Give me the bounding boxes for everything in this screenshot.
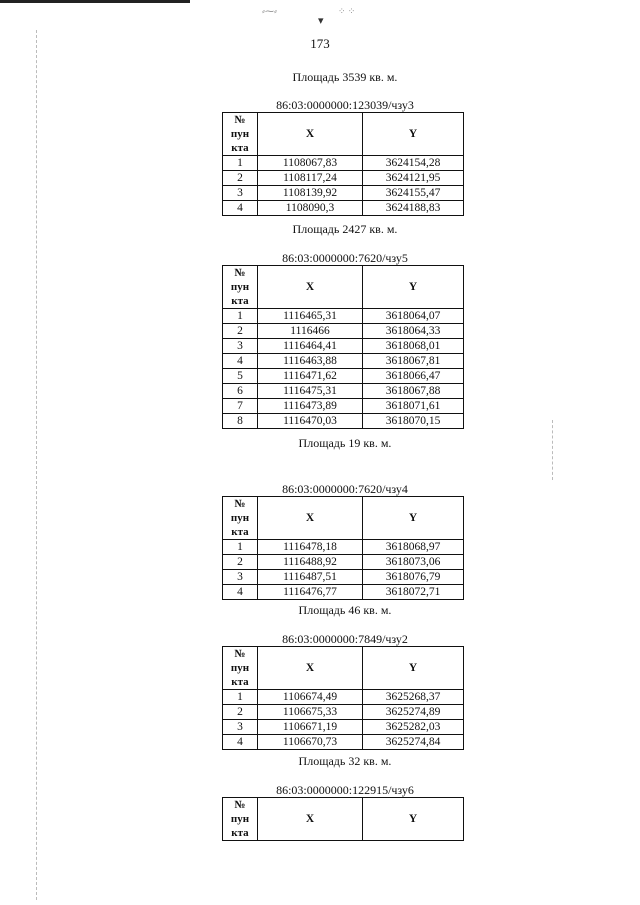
y-cell: 3618068,97 — [363, 540, 464, 555]
coordinates-table — [222, 496, 464, 600]
point-number-cell: 8 — [223, 414, 258, 429]
y-column-header: Y — [363, 266, 464, 309]
y-cell: 3618068,01 — [363, 339, 464, 354]
y-cell: 3624121,95 — [363, 171, 464, 186]
table-row — [223, 186, 464, 201]
scan-margin-line — [552, 420, 553, 480]
x-column-header: X — [258, 113, 363, 156]
x-cell: 1108067,83 — [258, 156, 363, 171]
point-number-cell: 7 — [223, 399, 258, 414]
x-cell: 1116487,51 — [258, 570, 363, 585]
section-title: 86:03:0000000:7620/чзу5 — [282, 251, 408, 265]
scan-top-edge — [0, 0, 190, 3]
intro-area-text: Площадь 3539 кв. м. — [292, 70, 398, 84]
point-number-header: № пун кта — [223, 497, 258, 540]
point-number-header: № пун кта — [223, 266, 258, 309]
point-number-header: № пун кта — [223, 647, 258, 690]
table-row — [223, 201, 464, 216]
x-column-header: X — [258, 266, 363, 309]
area-text: Площадь 2427 кв. м. — [292, 222, 398, 236]
section-title: 86:03:0000000:123039/чзу3 — [276, 98, 414, 112]
point-number-cell: 3 — [223, 720, 258, 735]
table-row — [223, 705, 464, 720]
y-cell: 3618076,79 — [363, 570, 464, 585]
table-header-row — [223, 647, 464, 690]
x-cell: 1106670,73 — [258, 735, 363, 750]
x-column-header: X — [258, 497, 363, 540]
table-row — [223, 690, 464, 705]
y-cell: 3625274,89 — [363, 705, 464, 720]
table-row — [223, 720, 464, 735]
point-number-cell: 1 — [223, 156, 258, 171]
y-column-header: Y — [363, 113, 464, 156]
x-column-header: X — [258, 798, 363, 841]
point-number-cell: 4 — [223, 585, 258, 600]
table-row — [223, 324, 464, 339]
y-cell: 3625268,37 — [363, 690, 464, 705]
table-row — [223, 369, 464, 384]
table-row — [223, 735, 464, 750]
table-row — [223, 540, 464, 555]
y-cell: 3624188,83 — [363, 201, 464, 216]
point-number-cell: 2 — [223, 171, 258, 186]
section-title: 86:03:0000000:7620/чзу4 — [282, 482, 408, 496]
x-cell: 1116471,62 — [258, 369, 363, 384]
point-number-cell: 1 — [223, 540, 258, 555]
y-column-header: Y — [363, 647, 464, 690]
x-cell: 1116465,31 — [258, 309, 363, 324]
coordinates-table — [222, 265, 464, 429]
x-cell: 1106675,33 — [258, 705, 363, 720]
x-cell: 1116464,41 — [258, 339, 363, 354]
x-cell: 1116476,77 — [258, 585, 363, 600]
x-cell: 1108090,3 — [258, 201, 363, 216]
table-row — [223, 570, 464, 585]
area-text: Площадь 32 кв. м. — [298, 754, 392, 768]
y-cell: 3618066,47 — [363, 369, 464, 384]
scan-artifact-mark: ⸗⁓⸗ — [262, 6, 277, 16]
coordinates-table — [222, 797, 464, 841]
y-cell: 3618064,07 — [363, 309, 464, 324]
y-cell: 3618070,15 — [363, 414, 464, 429]
x-cell: 1116488,92 — [258, 555, 363, 570]
point-number-header: № пун кта — [223, 113, 258, 156]
point-number-cell: 3 — [223, 339, 258, 354]
point-number-cell: 2 — [223, 705, 258, 720]
x-cell: 1116478,18 — [258, 540, 363, 555]
y-cell: 3618067,81 — [363, 354, 464, 369]
y-cell: 3618064,33 — [363, 324, 464, 339]
area-text: Площадь 19 кв. м. — [298, 436, 392, 450]
y-cell: 3625274,84 — [363, 735, 464, 750]
scan-artifact-mark: ▾ — [318, 15, 324, 27]
y-cell: 3624154,28 — [363, 156, 464, 171]
x-cell: 1116473,89 — [258, 399, 363, 414]
coordinates-table — [222, 112, 464, 216]
point-number-cell: 3 — [223, 570, 258, 585]
table-row — [223, 171, 464, 186]
table-row — [223, 585, 464, 600]
table-row — [223, 354, 464, 369]
y-cell: 3618071,61 — [363, 399, 464, 414]
x-cell: 1116470,03 — [258, 414, 363, 429]
table-row — [223, 309, 464, 324]
y-column-header: Y — [363, 497, 464, 540]
scan-artifact-mark: ⁘ ⁘ — [338, 6, 356, 16]
x-cell: 1116466 — [258, 324, 363, 339]
table-header-row — [223, 113, 464, 156]
table-row — [223, 399, 464, 414]
x-cell: 1108139,92 — [258, 186, 363, 201]
table-header-row — [223, 798, 464, 841]
y-cell: 3618072,71 — [363, 585, 464, 600]
y-cell: 3625282,03 — [363, 720, 464, 735]
table-row — [223, 414, 464, 429]
table-row — [223, 156, 464, 171]
point-number-cell: 3 — [223, 186, 258, 201]
y-cell: 3618073,06 — [363, 555, 464, 570]
point-number-cell: 4 — [223, 354, 258, 369]
y-column-header: Y — [363, 798, 464, 841]
section-title: 86:03:0000000:122915/чзу6 — [276, 783, 414, 797]
table-header-row — [223, 497, 464, 540]
point-number-header: № пун кта — [223, 798, 258, 841]
table-row — [223, 384, 464, 399]
point-number-cell: 6 — [223, 384, 258, 399]
table-header-row — [223, 266, 464, 309]
x-cell: 1106671,19 — [258, 720, 363, 735]
point-number-cell: 1 — [223, 690, 258, 705]
x-cell: 1106674,49 — [258, 690, 363, 705]
x-cell: 1116463,88 — [258, 354, 363, 369]
y-cell: 3624155,47 — [363, 186, 464, 201]
x-cell: 1116475,31 — [258, 384, 363, 399]
y-cell: 3618067,88 — [363, 384, 464, 399]
scan-margin-line — [36, 30, 37, 900]
page-number: 173 — [310, 36, 330, 51]
coordinates-table — [222, 646, 464, 750]
point-number-cell: 1 — [223, 309, 258, 324]
x-cell: 1108117,24 — [258, 171, 363, 186]
point-number-cell: 2 — [223, 555, 258, 570]
area-text: Площадь 46 кв. м. — [298, 603, 392, 617]
x-column-header: X — [258, 647, 363, 690]
table-row — [223, 555, 464, 570]
table-row — [223, 339, 464, 354]
point-number-cell: 4 — [223, 735, 258, 750]
section-title: 86:03:0000000:7849/чзу2 — [282, 632, 408, 646]
point-number-cell: 4 — [223, 201, 258, 216]
point-number-cell: 5 — [223, 369, 258, 384]
point-number-cell: 2 — [223, 324, 258, 339]
